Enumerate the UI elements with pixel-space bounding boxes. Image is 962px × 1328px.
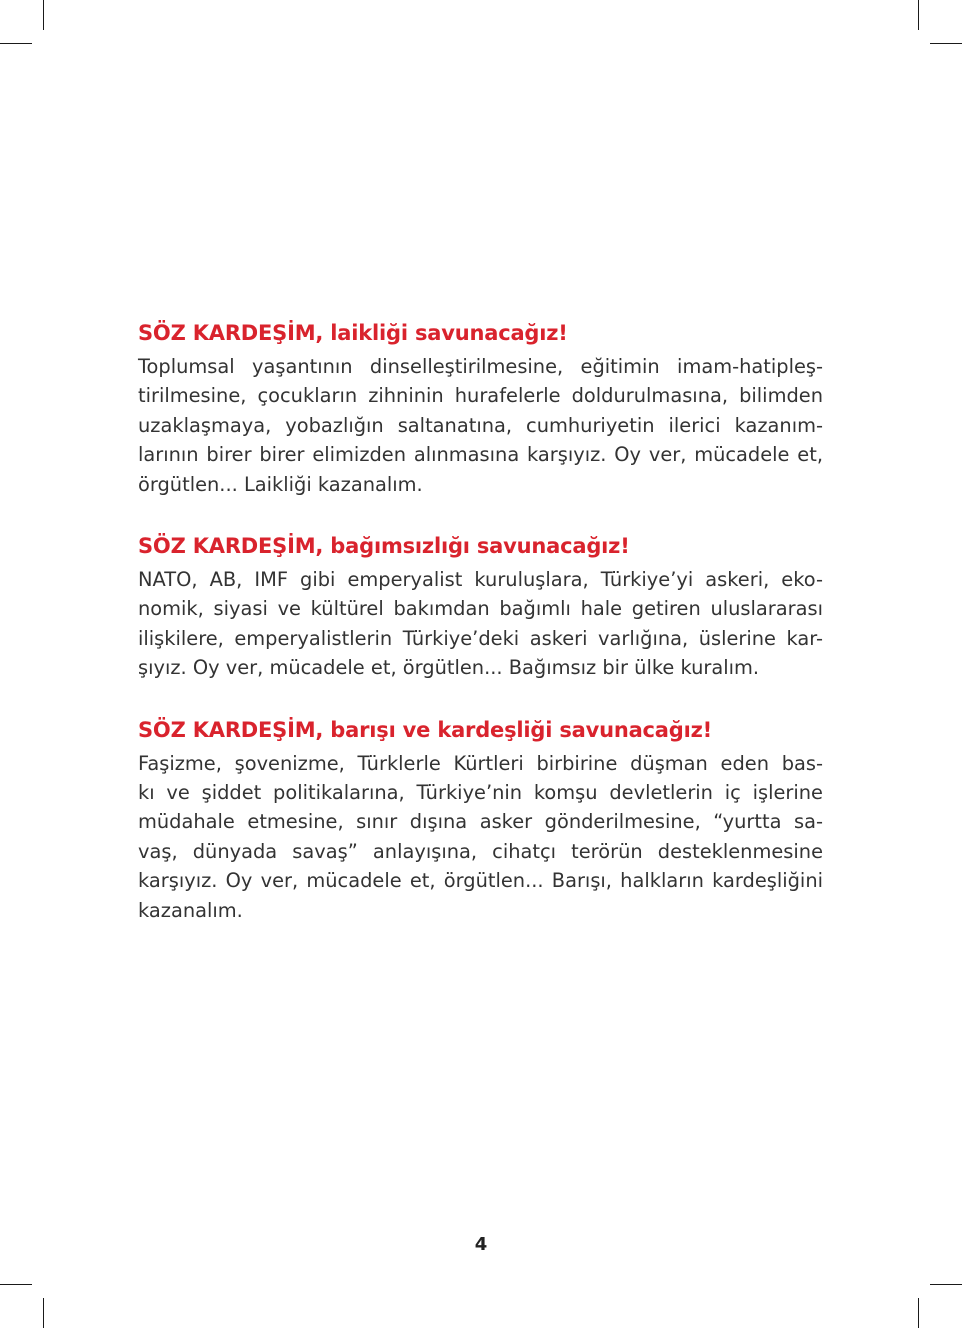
body-line: kazanalım. bbox=[138, 898, 243, 922]
body-line: kı ve şiddet politikalarına, Türkiye’nin komşu devletlerin iç işlerine bbox=[138, 781, 823, 805]
section-body bbox=[138, 352, 823, 499]
body-line: müdahale etmesine, sınır dışına asker gönderilmesine, “yurtta sa- bbox=[138, 810, 823, 834]
crop-mark-top-left-horizontal bbox=[0, 43, 32, 44]
section-heading: SÖZ KARDEŞİM, barışı ve kardeşliği savunacağız! bbox=[138, 717, 713, 742]
body-line: ilişkilere, emperyalistlerin Türkiye’deki askeri varlığına, üslerine kar- bbox=[138, 626, 823, 650]
body-line: larının birer birer elimizden alınmasına karşıyız. Oy ver, mücadele et, bbox=[138, 443, 823, 467]
section-body bbox=[138, 565, 823, 683]
crop-mark-bottom-right-horizontal bbox=[930, 1284, 962, 1285]
crop-mark-top-left-vertical bbox=[43, 0, 44, 30]
section-laiklik bbox=[138, 318, 823, 499]
body-line: tirilmesine, çocukların zihninin hurafelerle doldurulmasına, bilimden bbox=[138, 384, 823, 408]
crop-mark-bottom-left-horizontal bbox=[0, 1284, 32, 1285]
body-line: örgütlen... Laikliği kazanalım. bbox=[138, 472, 423, 496]
crop-mark-bottom-right-vertical bbox=[918, 1298, 919, 1328]
section-body bbox=[138, 749, 823, 925]
body-line: Toplumsal yaşantının dinselleştirilmesine, eğitimin imam-hatipleş- bbox=[138, 355, 823, 378]
page-content bbox=[138, 318, 823, 957]
section-heading: SÖZ KARDEŞİM, laikliği savunacağız! bbox=[138, 321, 568, 345]
crop-mark-top-right-horizontal bbox=[930, 43, 962, 44]
section-heading: SÖZ KARDEŞİM, bağımsızlığı savunacağız! bbox=[138, 534, 630, 559]
section-baris-kardeslik bbox=[138, 715, 823, 925]
body-line: uzaklaşmaya, yobazlığın saltanatına, cumhuriyetin ilerici kazanım- bbox=[138, 413, 823, 437]
body-line: vaş, dünyada savaş” anlayışına, cihatçı terörün desteklenmesine bbox=[138, 839, 823, 863]
body-line: Faşizme, şovenizme, Türklerle Kürtleri birbirine düşman eden bas- bbox=[138, 751, 823, 775]
page-number: 4 bbox=[474, 1234, 488, 1255]
body-line: NATO, AB, IMF gibi emperyalist kuruluşlara, Türkiye’yi askeri, eko- bbox=[138, 568, 823, 592]
body-line: şıyız. Oy ver, mücadele et, örgütlen... Bağımsız bir ülke kuralım. bbox=[138, 656, 760, 680]
body-line: karşıyız. Oy ver, mücadele et, örgütlen... Barışı, halkların kardeşliğini bbox=[138, 869, 823, 893]
crop-mark-bottom-left-vertical bbox=[43, 1298, 44, 1328]
section-bagimsizlik bbox=[138, 531, 823, 683]
body-line: nomik, siyasi ve kültürel bakımdan bağımlı hale getiren uluslararası bbox=[138, 597, 823, 621]
crop-mark-top-right-vertical bbox=[918, 0, 919, 30]
